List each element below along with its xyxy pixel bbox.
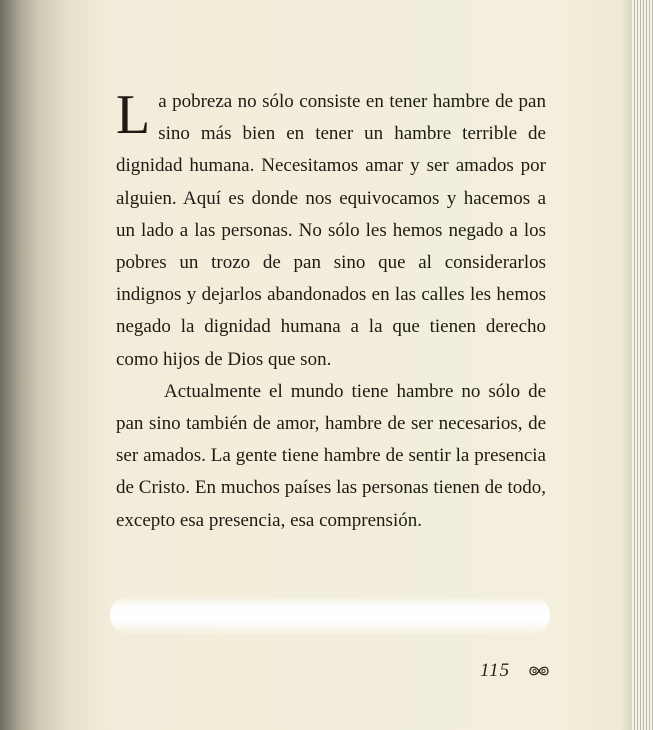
page-edge-stack [632, 0, 653, 730]
infinity-ornament-icon [527, 664, 551, 678]
show-through-text [105, 30, 545, 42]
paragraph-1 [116, 86, 546, 376]
show-through-text [105, 52, 545, 64]
redaction-whiteout [110, 596, 550, 634]
drop-cap: L [116, 84, 151, 146]
paragraph-2 [116, 376, 546, 537]
body-text [116, 86, 546, 537]
paragraph-2-text: Actualmente el mundo tiene hambre no sólo de pan sino también de amor, hambre de ser necesarios, de ser amados. La gente tiene hambre de sentir la presencia de Cristo. En muchos países las personas tienen de todo, excepto esa presencia, esa comprensión. [116, 380, 546, 531]
paragraph-1-text: a pobreza no sólo consiste en tener hambre de pan sino más bien en tener un hambre terrible de dignidad humana. Necesitamos amar y ser amados por alguien. Aquí es donde nos equivocamos y hacemos a un lado a las personas. No sólo les hemos negado a los pobres un trozo de pan sino que al considerarlos indignos y dejarlos abandonados en las calles les hemos negado la dignidad humana a la que tienen derecho como hijos de Dios que son. [116, 91, 546, 370]
show-through-text [105, 8, 545, 20]
page-number: 115 [480, 660, 511, 681]
